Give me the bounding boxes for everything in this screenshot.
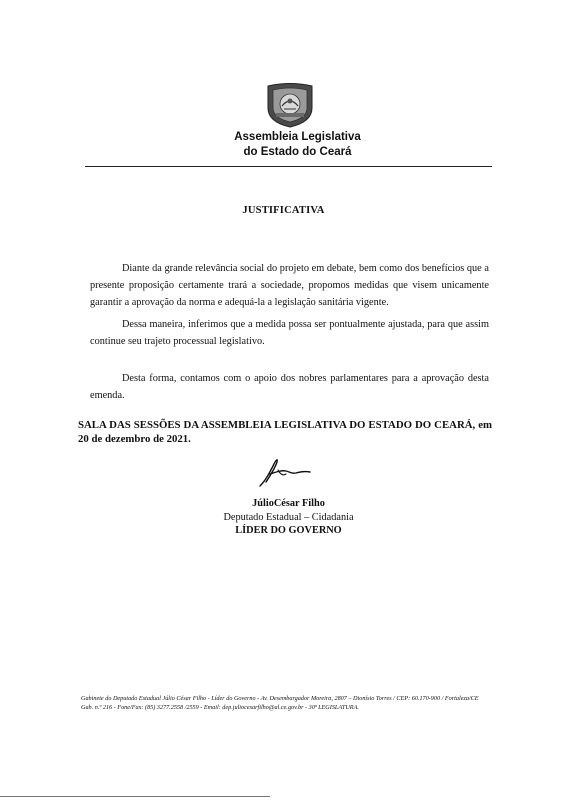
handwritten-signature xyxy=(256,454,314,490)
justification-paragraph-3: Desta forma, contamos com o apoio dos nobres parlamentares para a aprovação desta emenda. xyxy=(90,373,489,402)
document-heading: JUSTIFICATIVA xyxy=(242,205,325,216)
session-closing-statement: SALA DAS SESSÕES DA ASSEMBLEIA LEGISLATIVA DO ESTADO DO CEARÁ, em 20 de dezembro de 2021. xyxy=(78,419,492,445)
justification-paragraph-2: Dessa maneira, inferimos que a medida possa ser pontualmente ajustada, para que assim continue seu trajeto processual legislativo. xyxy=(90,319,489,348)
signatory-title: LÍDER DO GOVERNO xyxy=(235,525,342,536)
header-divider xyxy=(85,166,492,167)
bottom-divider xyxy=(0,796,270,797)
signatory-role: Deputado Estadual – Cidadania xyxy=(223,512,354,523)
institution-name-line2: do Estado do Ceará xyxy=(243,146,352,158)
office-address-footer: Gabinete do Deputado Estadual Júlio César Filho - Líder do Governo - Av. Desembargador Moreira, 2807 – Dionísio Torres / CEP: 60.170-900 / Fortaleza/CE Gab. n.º 216 - Fone/Fax: (85) 3277.2558 /2559 - Email: dep.juliocesarfilho@al.ce.gov.br - 30ª LEGISLATURA. xyxy=(81,695,479,711)
justification-paragraph-1: Diante da grande relevância social do projeto em debate, bem como dos benefícios que a presente proposição certamente trará a sociedade, propomos medidas que visem unicamente garantir a aprovação da norma e adequá-la a legislação sanitária vigente. xyxy=(90,263,489,309)
institution-name-line1: Assembleia Legislativa xyxy=(234,131,361,143)
signatory-name: JúlioCésar Filho xyxy=(252,498,325,509)
ceara-state-seal-icon xyxy=(262,82,318,128)
